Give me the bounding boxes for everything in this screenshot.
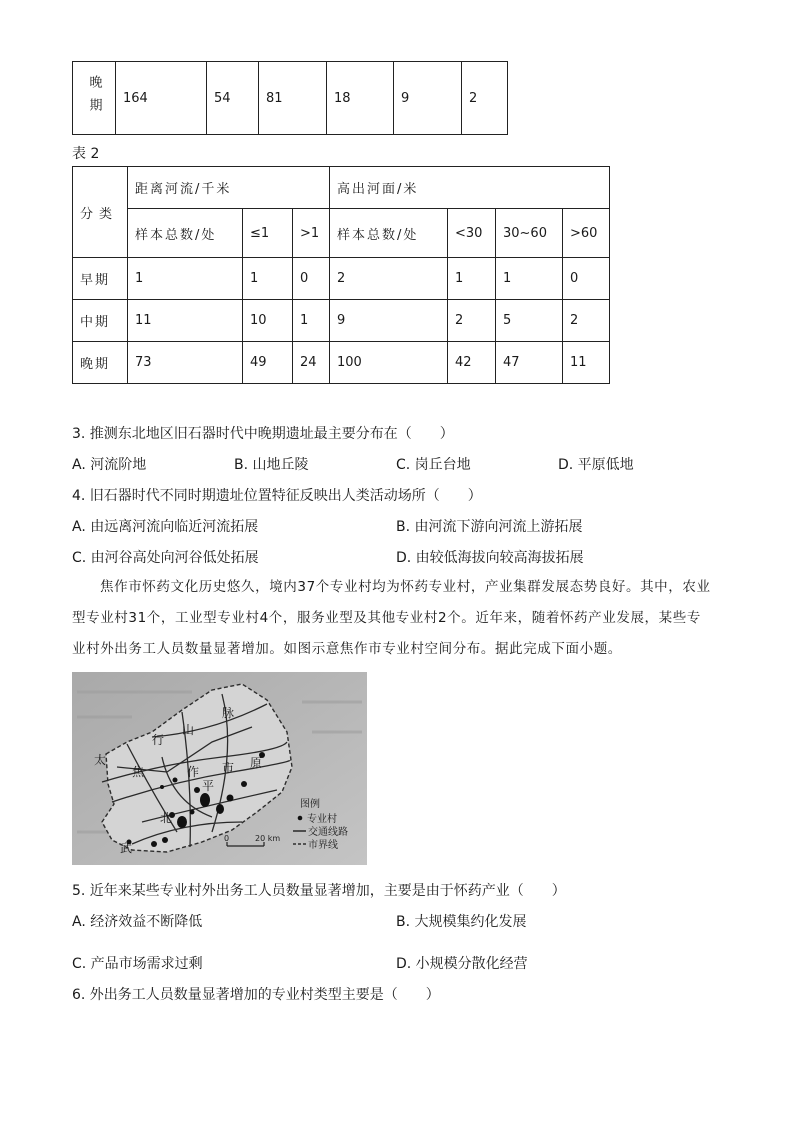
passage-line: 焦作市怀药文化历史悠久，境内37个专业村均为怀药专业村，产业集群发展态势良好。其中，农业 [100, 579, 711, 595]
subheader: >1 [293, 209, 330, 258]
map-label: 脉 [222, 706, 235, 720]
question-5-stem: 5. 近年来某些专业村外出务工人员数量显著增加，主要是由于怀药产业（ ） [72, 883, 566, 899]
table-cell: 2 [563, 300, 610, 342]
subheader: <30 [448, 209, 496, 258]
table-cell: 73 [128, 342, 243, 384]
table-cell: 18 [327, 62, 394, 135]
map-label: 行 [152, 733, 165, 747]
question-3-option-b[interactable]: B. 山地丘陵 [234, 457, 309, 473]
table-cell: 24 [293, 342, 330, 384]
scale-zero: 0 [224, 834, 230, 843]
table-cell: 1 [448, 258, 496, 300]
table-cell: 49 [243, 342, 293, 384]
table-row [73, 300, 610, 342]
row-label: 晚期 [73, 342, 128, 384]
question-5-option-b[interactable]: B. 大规模集约化发展 [396, 914, 527, 930]
question-5-option-d[interactable]: D. 小规模分散化经营 [396, 956, 528, 972]
subheader: 样本总数/处 [330, 209, 448, 258]
passage [72, 572, 722, 665]
legend-item: 专业村 [307, 814, 337, 825]
passage-line: 型专业村31个，工业型专业村4个，服务业型及其他专业村2个。近年来，随着怀药产业发展，某些专 [72, 610, 701, 626]
subheader: ≤1 [243, 209, 293, 258]
map-label: 平 [202, 779, 215, 793]
table-1-continuation [72, 61, 508, 135]
table-header-row [73, 167, 610, 209]
village-legend-icon [298, 816, 303, 821]
question-4-option-d[interactable]: D. 由较低海拔向较高海拔拓展 [396, 550, 584, 566]
table-cell: 1 [293, 300, 330, 342]
passage-line: 业村外出务工人员数量显著增加。如图示意焦作市专业村空间分布。据此完成下面小题。 [72, 641, 622, 657]
map-drawing [72, 672, 367, 865]
table-cell: 11 [563, 342, 610, 384]
table-cell: 10 [243, 300, 293, 342]
table-row [73, 258, 610, 300]
map-label: 焦 [132, 765, 145, 779]
question-6-stem: 6. 外出务工人员数量显著增加的专业村类型主要是（ ） [72, 987, 440, 1003]
map-label: 原 [250, 756, 263, 770]
map-label: 北 [160, 811, 173, 825]
subheader: 样本总数/处 [128, 209, 243, 258]
question-4-stem: 4. 旧石器时代不同时期遗址位置特征反映出人类活动场所（ ） [72, 488, 482, 504]
question-3-option-a[interactable]: A. 河流阶地 [72, 457, 147, 473]
table-cell: 2 [448, 300, 496, 342]
scale-label: 20 km [255, 834, 281, 843]
legend-item: 市界线 [308, 840, 338, 851]
table-cell: 1 [128, 258, 243, 300]
category-header: 分类 [73, 167, 128, 258]
question-5-option-a[interactable]: A. 经济效益不断降低 [72, 914, 203, 930]
table-cell: 1 [243, 258, 293, 300]
table-cell: 42 [448, 342, 496, 384]
table-cell: 47 [496, 342, 563, 384]
table-cell: 100 [330, 342, 448, 384]
table-cell: 81 [259, 62, 327, 135]
map-label: 市 [222, 761, 235, 775]
group-header-elevation: 高出河面/米 [330, 167, 610, 209]
map-label: 作 [187, 765, 200, 779]
legend-item: 交通线路 [308, 827, 348, 838]
table-cell: 54 [207, 62, 259, 135]
table-cell: 11 [128, 300, 243, 342]
table-2-caption: 表 2 [72, 146, 100, 162]
row-label: 早期 [73, 258, 128, 300]
question-4-option-a[interactable]: A. 由远离河流向临近河流拓展 [72, 519, 259, 535]
map-label: 山 [182, 723, 195, 737]
row-label: 晚期 [73, 62, 116, 135]
subheader: 30~60 [496, 209, 563, 258]
table-cell: 2 [330, 258, 448, 300]
row-label: 中期 [73, 300, 128, 342]
question-3-option-c[interactable]: C. 岗丘台地 [396, 457, 471, 473]
question-3-stem: 3. 推测东北地区旧石器时代中晚期遗址最主要分布在（ ） [72, 426, 454, 442]
table-2 [72, 166, 610, 384]
table-cell: 0 [293, 258, 330, 300]
map-label: 武 [120, 841, 133, 855]
question-4-option-b[interactable]: B. 由河流下游向河流上游拓展 [396, 519, 583, 535]
table-cell: 9 [394, 62, 462, 135]
table-cell: 2 [462, 62, 508, 135]
table-cell: 0 [563, 258, 610, 300]
map-label: 太 [94, 753, 107, 767]
table-subheader-row [73, 209, 610, 258]
group-header-distance: 距离河流/千米 [128, 167, 330, 209]
table-cell: 9 [330, 300, 448, 342]
table-cell: 5 [496, 300, 563, 342]
question-3-option-d[interactable]: D. 平原低地 [558, 457, 634, 473]
specialty-village-map [72, 672, 367, 865]
subheader: >60 [563, 209, 610, 258]
legend-title: 图例 [300, 799, 320, 810]
table-row [73, 62, 508, 135]
table-cell: 1 [496, 258, 563, 300]
question-4-option-c[interactable]: C. 由河谷高处向河谷低处拓展 [72, 550, 259, 566]
question-5-option-c[interactable]: C. 产品市场需求过剩 [72, 956, 203, 972]
table-row [73, 342, 610, 384]
table-cell: 164 [116, 62, 207, 135]
